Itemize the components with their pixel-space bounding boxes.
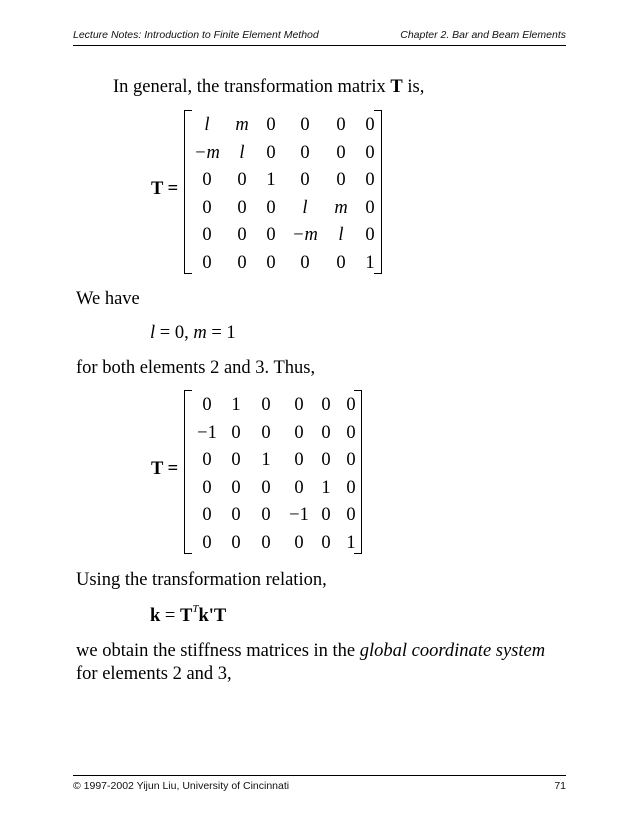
matrix-specific	[184, 390, 362, 554]
matrix-cell: 0	[261, 395, 271, 415]
matrix-cell: −1	[197, 423, 217, 443]
intro-tail: is,	[402, 77, 425, 97]
matrix-cell: 0	[365, 225, 375, 245]
matrix-cell: m	[334, 198, 348, 218]
matrix-cell: 0	[266, 225, 276, 245]
matrix-cell: l	[338, 225, 344, 245]
matrix-cell: 0	[202, 478, 212, 498]
matrix-cell: m	[235, 115, 249, 135]
matrix-cell: 0	[321, 395, 331, 415]
m-value: = 1	[206, 323, 236, 343]
running-header	[73, 29, 566, 41]
matrix-cell: 0	[202, 253, 212, 273]
matrix-cell: 0	[294, 450, 304, 470]
matrix-cell: 0	[365, 115, 375, 135]
t-symbol-2: T	[213, 606, 227, 626]
matrix-cell: 0	[202, 533, 212, 553]
page-number: 71	[554, 780, 566, 792]
matrix-cell: 0	[202, 395, 212, 415]
matrix-cell: 0	[336, 253, 346, 273]
equals-sign: =	[160, 606, 180, 626]
intro-symbol: T	[390, 77, 403, 97]
transpose-superscript: T	[192, 603, 199, 615]
matrix-cell: 0	[321, 450, 331, 470]
matrix-cell: 0	[300, 170, 310, 190]
matrix-cell: 0	[365, 143, 375, 163]
matrix-cell: 1	[365, 253, 375, 273]
matrix-cell: 0	[346, 450, 356, 470]
header-chapter-title: Chapter 2. Bar and Beam Elements	[400, 29, 566, 41]
intro-paragraph	[113, 76, 424, 98]
matrix-cell: 1	[266, 170, 276, 190]
matrix-cell: 0	[294, 423, 304, 443]
we-have-text: We have	[76, 289, 140, 309]
matrix-cell: 0	[237, 170, 247, 190]
matrix-cell: 0	[202, 505, 212, 525]
matrix-cell: 0	[300, 115, 310, 135]
matrix-cell: 1	[231, 395, 241, 415]
using-text: Using the transformation relation,	[76, 570, 327, 590]
matrix-cell: 0	[202, 450, 212, 470]
matrix-cell: 0	[365, 198, 375, 218]
matrix-cell: 0	[261, 423, 271, 443]
matrix-cell: 0	[336, 115, 346, 135]
matrix-cell: 1	[261, 450, 271, 470]
matrix-cell: 1	[321, 478, 331, 498]
for-elements-text: for elements 2 and 3,	[76, 664, 232, 684]
matrix-cell: l	[239, 143, 245, 163]
matrix-cell: 0	[336, 170, 346, 190]
header-rule	[73, 45, 566, 46]
relation-equation	[150, 605, 226, 627]
l-value: = 0,	[155, 323, 194, 343]
matrix-cell: 0	[346, 423, 356, 443]
matrix-cell: −m	[292, 225, 318, 245]
matrix-cell: 0	[321, 533, 331, 553]
matrix-cell: 0	[237, 225, 247, 245]
matrix-cell: 0	[266, 143, 276, 163]
matrix-cell: 0	[231, 423, 241, 443]
matrix-cell: 0	[231, 450, 241, 470]
matrix-cell: 0	[202, 198, 212, 218]
matrix-cell: 0	[266, 253, 276, 273]
obtain-text: we obtain the stiffness matrices in the	[76, 641, 360, 661]
m-symbol: m	[193, 323, 207, 343]
matrix-cell: −m	[194, 143, 220, 163]
matrix-cell: 0	[294, 533, 304, 553]
lm-values	[150, 322, 236, 344]
matrix-cell: l	[302, 198, 308, 218]
matrix-general-label: T =	[151, 179, 179, 199]
k-symbol: k	[150, 606, 161, 626]
footer-rule	[73, 775, 566, 776]
matrix-cell: 0	[300, 253, 310, 273]
matrix-specific-label: T =	[151, 459, 179, 479]
bracket-right	[374, 110, 382, 274]
matrix-cell: 0	[294, 395, 304, 415]
global-coordinate-system: global coordinate system	[359, 641, 546, 661]
matrix-cell: 0	[202, 170, 212, 190]
matrix-cell: 0	[346, 395, 356, 415]
intro-text: In general, the transformation matrix	[113, 77, 391, 97]
matrix-cell: 1	[346, 533, 356, 553]
matrix-cell: 0	[346, 505, 356, 525]
matrix-cell: 0	[202, 225, 212, 245]
bracket-left	[184, 110, 192, 274]
matrix-cell: −1	[289, 505, 309, 525]
matrix-cell: 0	[261, 478, 271, 498]
matrix-cell: 0	[294, 478, 304, 498]
l-symbol: l	[150, 323, 156, 343]
matrix-cell: 0	[336, 143, 346, 163]
running-footer	[73, 780, 566, 792]
header-course-title: Lecture Notes: Introduction to Finite Element Method	[73, 29, 319, 41]
matrix-cell: 0	[321, 505, 331, 525]
matrix-cell: 0	[237, 198, 247, 218]
matrix-general	[184, 110, 382, 274]
both-elements-text: for both elements 2 and 3. Thus,	[76, 358, 316, 378]
matrix-cell: 0	[261, 505, 271, 525]
matrix-cell: 0	[321, 423, 331, 443]
matrix-cell: l	[204, 115, 210, 135]
matrix-cell: 0	[266, 198, 276, 218]
obtain-paragraph	[76, 640, 545, 662]
t-symbol: T	[179, 606, 193, 626]
matrix-cell: 0	[300, 143, 310, 163]
matrix-cell: 0	[231, 505, 241, 525]
matrix-cell: 0	[231, 533, 241, 553]
matrix-cell: 0	[346, 478, 356, 498]
matrix-cell: 0	[237, 253, 247, 273]
copyright-text: © 1997-2002 Yijun Liu, University of Cincinnati	[73, 780, 290, 792]
bracket-left	[184, 390, 192, 554]
matrix-cell: 0	[231, 478, 241, 498]
matrix-cell: 0	[266, 115, 276, 135]
matrix-cell: 0	[365, 170, 375, 190]
matrix-cell: 0	[261, 533, 271, 553]
kprime-symbol: k'	[198, 606, 214, 626]
